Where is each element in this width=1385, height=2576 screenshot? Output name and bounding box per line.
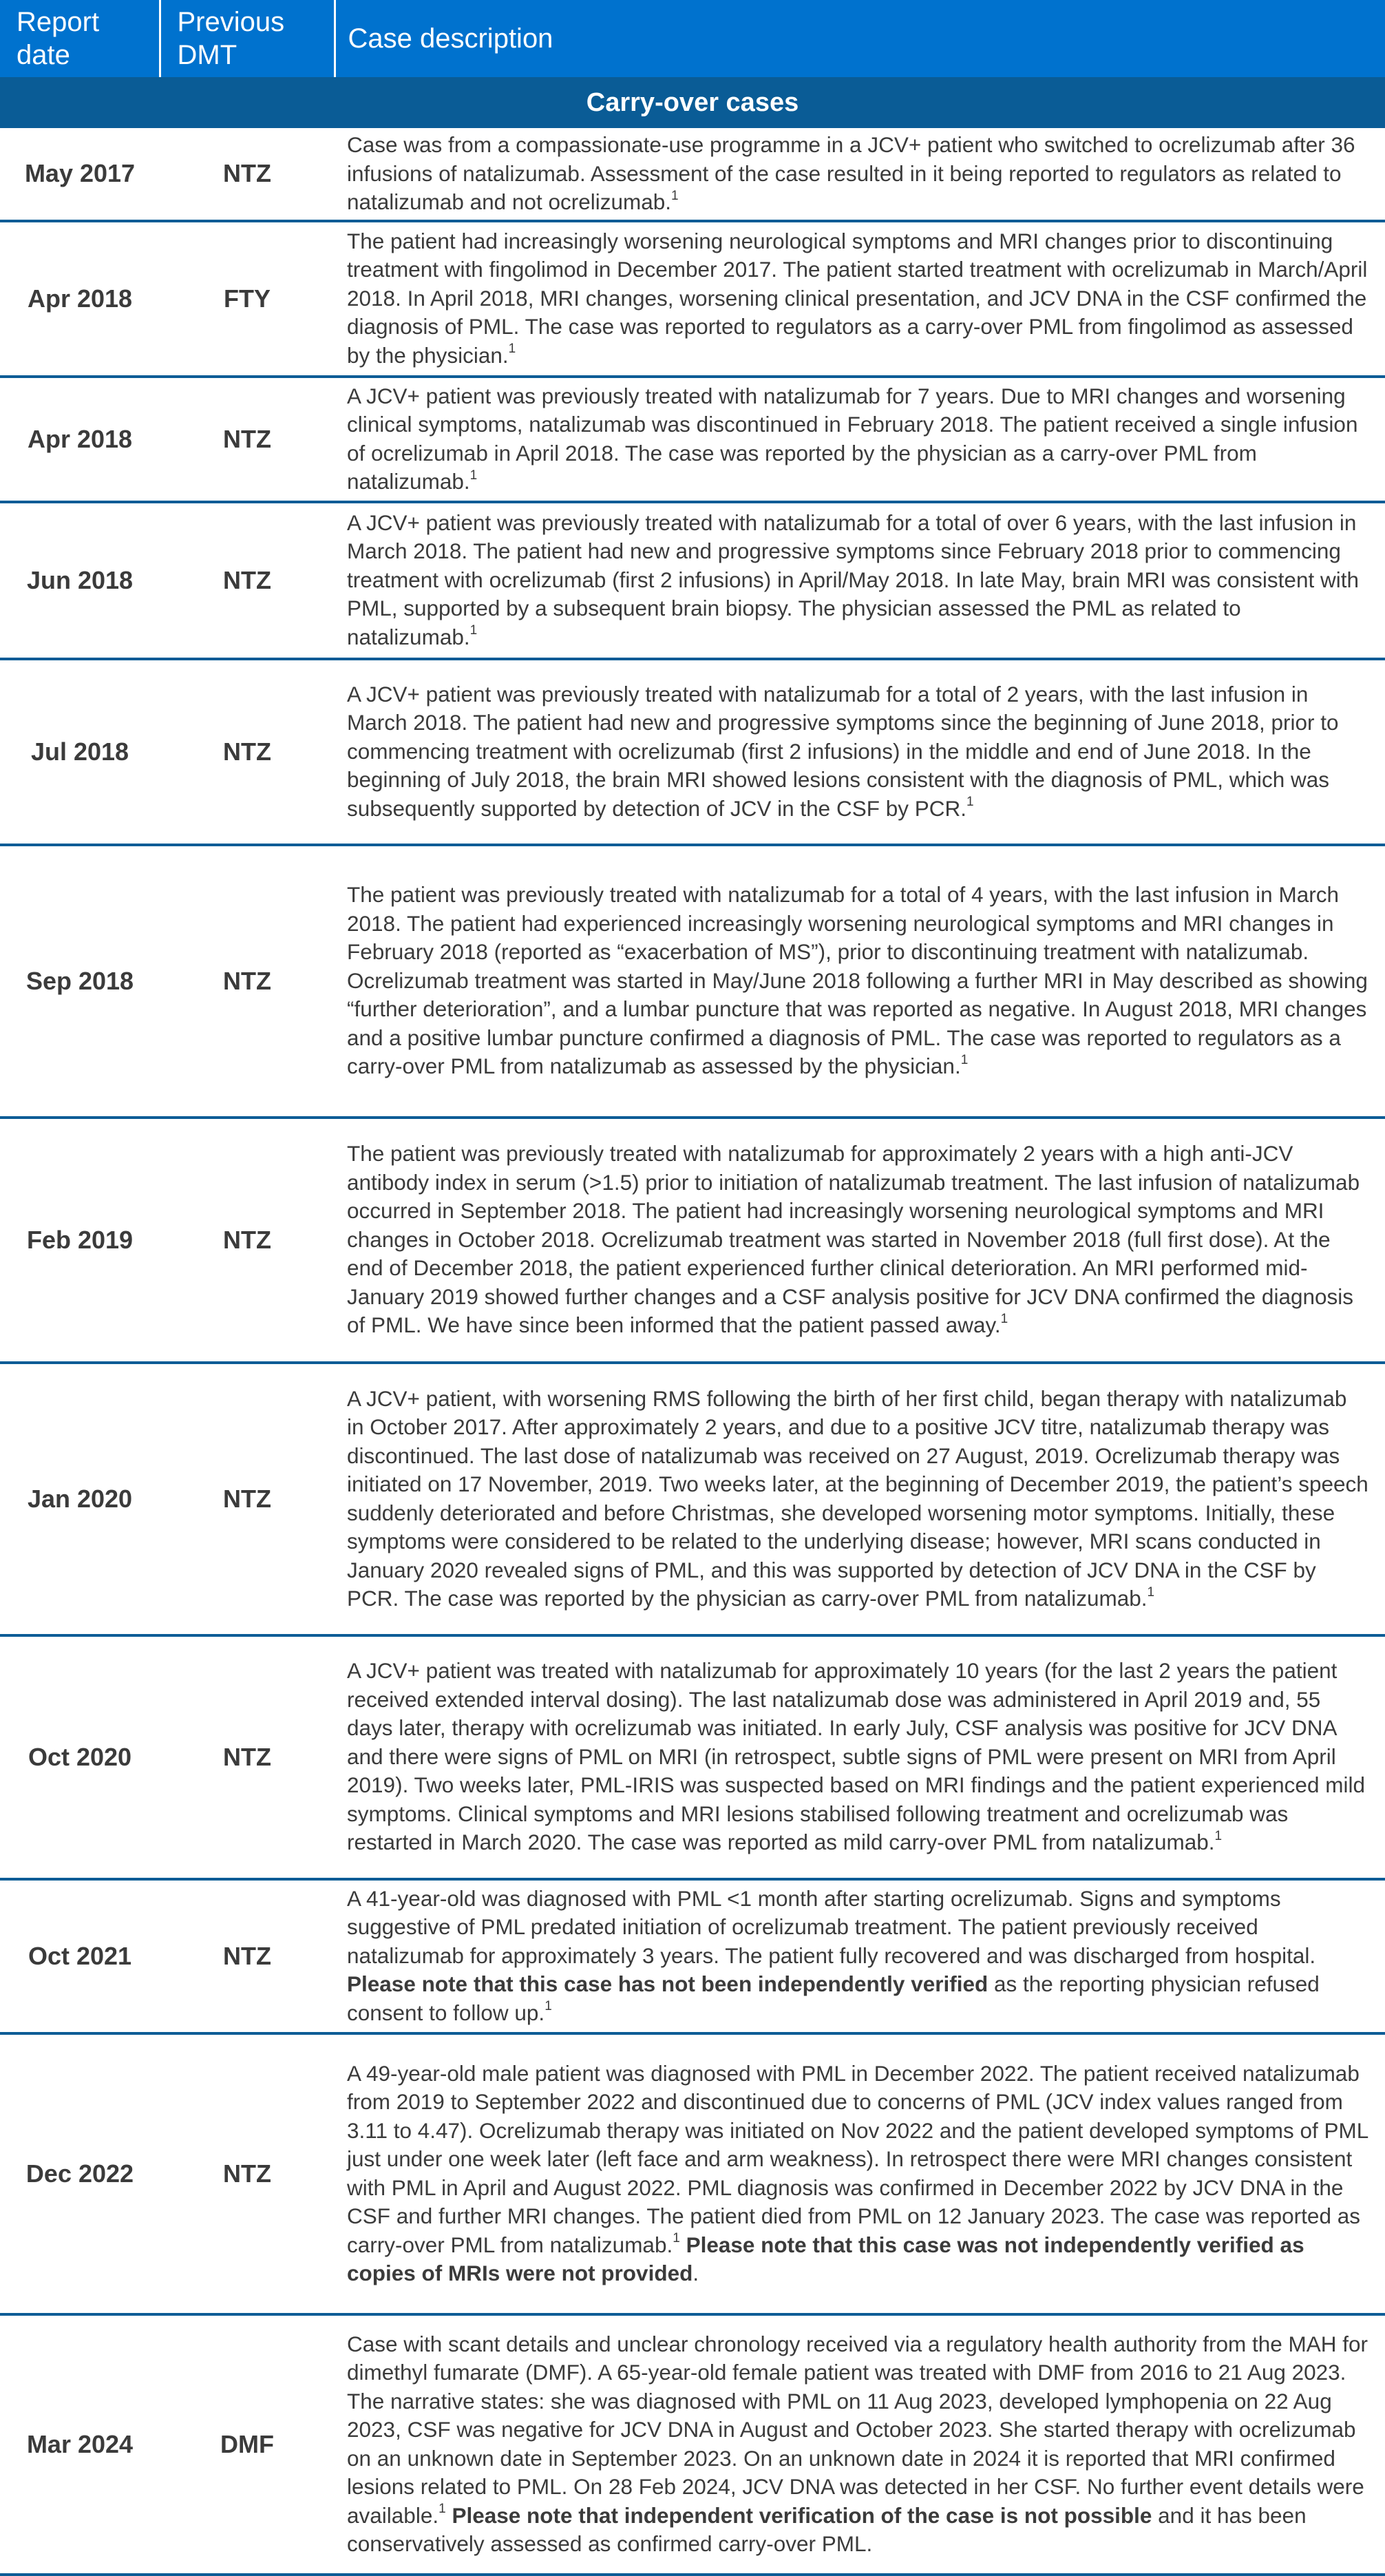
description-text: The patient was previously treated with natalizumab for a total of 4 years, with the last infusion in March 2018. The patient had experienced increasingly worsening neurological symptoms and MRI changes in February 2018 (reported as “exacerbation of MS”), prior to discontinuing treatment with natalizumab. Ocrelizumab treatment was started in May/June 2018 following a further MRI in May described as showing “further deterioration”, and a lumbar puncture that was reported as negative. In August 2018, MRI changes and a positive lumbar puncture confirmed a diagnosis of PML. The case was reported to regulators as a carry-over PML from natalizumab as assessed by the physician. <box>347 882 1368 1079</box>
report-date-cell: Sep 2018 <box>0 845 160 1118</box>
report-date-cell: Jul 2018 <box>0 659 160 845</box>
footnote-ref: 1 <box>469 623 478 638</box>
previous-dmt-cell: NTZ <box>160 128 335 221</box>
case-description-cell <box>335 128 1385 221</box>
table-row <box>0 2033 1385 2314</box>
verification-note: Please note that this case has not been independently verified <box>347 1971 988 1997</box>
footnote-ref: 1 <box>671 188 679 203</box>
footnote-ref: 1 <box>1000 1311 1008 1326</box>
description-text: A 49-year-old male patient was diagnosed with PML in December 2022. The patient received natalizumab from 2019 to September 2022 and discontinued due to concerns of PML (JCV index values ranged from 3.11 to 4.47). Ocrelizumab therapy was initiated on Nov 2022 and the patient developed symptoms of PML just under one week later (left face and arm weakness). In retrospect there were MRI changes consistent with PML in April and August 2022. PML diagnosis was confirmed in December 2022 by JCV DNA in the CSF and further MRI changes. The patient died from PML on 12 January 2023. The case was reported as carry-over PML from natalizumab. <box>347 2060 1368 2257</box>
table-row <box>0 1118 1385 1363</box>
description-text: Case with scant details and unclear chronology received via a regulatory health authority from the MAH for dimethyl fumarate (DMF). A 65-year-old female patient was treated with DMF from 2016 to 21 Aug 2023. The narrative states: she was diagnosed with PML on 11 Aug 2023, developed lymphopenia on 22 Aug 2023, CSF was negative for JCV DNA in August and October 2023. She started therapy with ocrelizumab on an unknown date in September 2023. On an unknown date in 2024 it is reported that MRI confirmed lesions related to PML. On 28 Feb 2024, JCV DNA was detected in her CSF. No further event details were available. <box>347 2331 1368 2528</box>
description-text: A 41-year-old was diagnosed with PML <1 month after starting ocrelizumab. Signs and symptoms suggestive of PML predated initiation of ocrelizumab treatment. The patient previously received natalizumab for approximately 3 years. The patient fully recovered and was discharged from hospital. <box>347 1885 1316 1968</box>
description-text: A JCV+ patient was previously treated with natalizumab for a total of 2 years, with the last infusion in March 2018. The patient had new and progressive symptoms since the beginning of June 2018, prior to commencing treatment with ocrelizumab (first 2 infusions) in the middle and end of June 2018. In the beginning of July 2018, the brain MRI showed lesions consistent with the diagnosis of PML, which was subsequently supported by detection of JCV in the CSF by PCR. <box>347 681 1339 821</box>
description-text: A JCV+ patient, with worsening RMS following the birth of her first child, began therapy with natalizumab in October 2017. After approximately 2 years, and due to a positive JCV titre, natalizumab therapy was discontinued. The last dose of natalizumab was received on 27 August, 2019. Ocrelizumab therapy was initiated on 17 November, 2019. Two weeks later, at the beginning of December 2019, the patient’s speech suddenly deteriorated and before Christmas, she developed worsening motor symptoms. Initially, these symptoms were considered to be related to the underlying disease; however, MRI scans conducted in January 2020 revealed signs of PML, and this was supported by detection of JCV DNA in the CSF by PCR. The case was reported by the physician as carry-over PML from natalizumab. <box>347 1385 1368 1611</box>
header-case-description: Case description <box>335 0 1385 77</box>
case-description-cell <box>335 1635 1385 1879</box>
footnote-ref: 1 <box>438 2502 446 2516</box>
footnote-ref: 1 <box>673 2231 680 2245</box>
report-date-cell: Apr 2018 <box>0 377 160 502</box>
previous-dmt-cell: NTZ <box>160 659 335 845</box>
report-date-cell: Jun 2018 <box>0 502 160 659</box>
report-date-cell: Jan 2020 <box>0 1363 160 1635</box>
report-date-cell: Mar 2024 <box>0 2314 160 2575</box>
case-description-cell <box>335 1118 1385 1363</box>
table-row <box>0 377 1385 502</box>
table-row <box>0 1363 1385 1635</box>
description-text: . <box>692 2261 699 2285</box>
previous-dmt-cell: NTZ <box>160 2033 335 2314</box>
description-text: The patient had increasingly worsening neurological symptoms and MRI changes prior to discontinuing treatment with fingolimod in December 2017. The patient started treatment with ocrelizumab in March/April 2018. In April 2018, MRI changes, worsening clinical presentation, and JCV DNA in the CSF confirmed the diagnosis of PML. The case was reported to regulators as a carry-over PML from fingolimod as assessed by the physician. <box>347 228 1368 368</box>
report-date-cell: Oct 2020 <box>0 1635 160 1879</box>
table-row <box>0 1635 1385 1879</box>
footnote-ref: 1 <box>1147 1584 1155 1600</box>
previous-dmt-cell: NTZ <box>160 1635 335 1879</box>
case-description-cell <box>335 1363 1385 1635</box>
report-date-cell: Dec 2022 <box>0 2033 160 2314</box>
section-header <box>0 77 1385 128</box>
previous-dmt-cell: NTZ <box>160 502 335 659</box>
case-description-cell <box>335 502 1385 659</box>
previous-dmt-cell: DMF <box>160 2314 335 2575</box>
previous-dmt-cell: NTZ <box>160 1363 335 1635</box>
description-text: A JCV+ patient was treated with natalizumab for approximately 10 years (for the last 2 years the patient received extended interval dosing). The last natalizumab dose was administered in April 2019 and, 55 days later, therapy with ocrelizumab was initiated. In early July, CSF analysis was positive for JCV DNA and there were signs of PML on MRI (in retrospect, subtle signs of PML were present on MRI from April 2019). Two weeks later, PML-IRIS was suspected based on MRI findings and the patient experienced mild symptoms. Clinical symptoms and MRI lesions stabilised following treatment and ocrelizumab was restarted in March 2020. The case was reported as mild carry-over PML from natalizumab. <box>347 1658 1365 1855</box>
previous-dmt-cell: NTZ <box>160 1879 335 2033</box>
case-description-cell <box>335 659 1385 845</box>
table-header <box>0 0 1385 77</box>
case-description-cell <box>335 2033 1385 2314</box>
table-row <box>0 659 1385 845</box>
table-row <box>0 502 1385 659</box>
table-row <box>0 2314 1385 2575</box>
verification-note: Please note that this case was not independently verified as copies of MRIs were not provided <box>347 2232 1304 2285</box>
case-description-cell <box>335 377 1385 502</box>
previous-dmt-cell: NTZ <box>160 377 335 502</box>
table-row <box>0 128 1385 221</box>
description-text: as the reporting physician refused consent to follow up. <box>347 1971 1320 2025</box>
description-text: and it has been conservatively assessed as confirmed carry-over PML. <box>347 2502 1307 2556</box>
description-text: Case was from a compassionate-use programme in a JCV+ patient who switched to ocrelizumab after 36 infusions of natalizumab. Assessment of the case resulted in it being reported to regulators as related to natalizumab and not ocrelizumab. <box>347 132 1355 214</box>
footnote-ref: 1 <box>1214 1828 1223 1843</box>
previous-dmt-cell: FTY <box>160 221 335 377</box>
footnote-ref: 1 <box>960 1052 969 1067</box>
report-date-cell: Apr 2018 <box>0 221 160 377</box>
footnote-ref: 1 <box>966 795 974 810</box>
header-report-date: Report date <box>0 0 160 77</box>
footnote-ref: 1 <box>469 468 478 483</box>
table-row <box>0 845 1385 1118</box>
description-text: A JCV+ patient was previously treated with natalizumab for 7 years. Due to MRI changes and worsening clinical symptoms, natalizumab was discontinued in February 2018. The patient received a single infusion of ocrelizumab in April 2018. The case was reported by the physician as a carry-over PML from natalizumab. <box>347 383 1358 494</box>
report-date-cell: Oct 2021 <box>0 1879 160 2033</box>
report-date-cell: Feb 2019 <box>0 1118 160 1363</box>
previous-dmt-cell: NTZ <box>160 1118 335 1363</box>
case-description-cell <box>335 1879 1385 2033</box>
case-description-cell <box>335 845 1385 1118</box>
previous-dmt-cell: NTZ <box>160 845 335 1118</box>
description-text: A JCV+ patient was previously treated with natalizumab for a total of over 6 years, with the last infusion in March 2018. The patient had new and progressive symptoms since February 2018 prior to commencing treatment with ocrelizumab (first 2 infusions) in April/May 2018. In late May, brain MRI was consistent with PML, supported by a subsequent brain biopsy. The physician assessed the PML as related to natalizumab. <box>347 510 1359 649</box>
section-title: Carry-over cases <box>0 77 1385 128</box>
verification-note: Please note that independent verification of the case is not possible <box>452 2502 1152 2528</box>
table-row <box>0 221 1385 377</box>
case-description-cell <box>335 2314 1385 2575</box>
footnote-ref: 1 <box>545 1999 552 2014</box>
table-row <box>0 1879 1385 2033</box>
description-text: The patient was previously treated with natalizumab for approximately 2 years with a high anti-JCV antibody index in serum (>1.5) prior to initiation of natalizumab treatment. The last infusion of natalizumab occurred in September 2018. The patient had increasingly worsening neurological symptoms and MRI changes in October 2018. Ocrelizumab treatment was started in November 2018 (full first dose). At the end of December 2018, the patient experienced further clinical deterioration. An MRI performed mid-January 2019 showed further changes and a CSF analysis positive for JCV DNA confirmed the diagnosis of PML. We have since been informed that the patient passed away. <box>347 1141 1360 1338</box>
report-date-cell: May 2017 <box>0 128 160 221</box>
case-description-cell <box>335 221 1385 377</box>
footnote-ref: 1 <box>508 342 516 357</box>
header-previous-dmt: Previous DMT <box>160 0 335 77</box>
